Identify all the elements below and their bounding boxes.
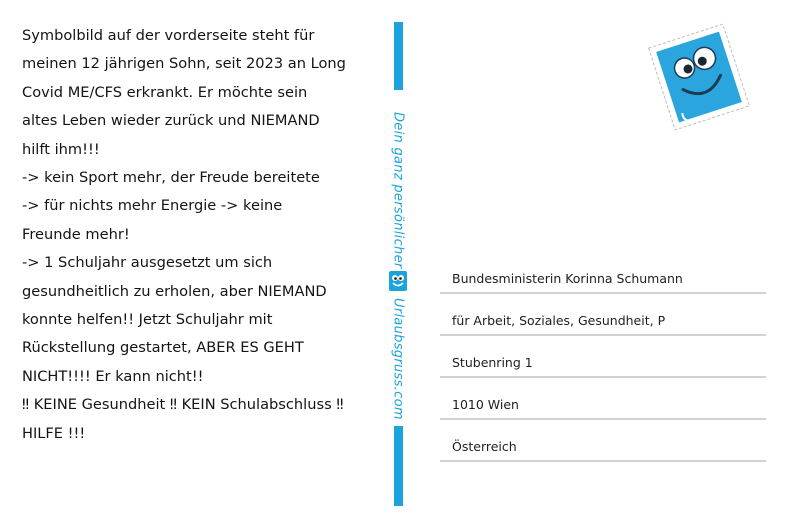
- smiley-stamp-icon: [636, 14, 762, 140]
- smiley-logo-icon: [388, 270, 408, 292]
- divider-text-upper: Dein ganz persönlicher: [390, 112, 406, 269]
- address-line-2: [440, 292, 766, 336]
- address-line-3: [440, 334, 766, 378]
- divider-text-lower: Urlaubsgruss.com: [390, 298, 406, 420]
- address-city: 1010 Wien: [452, 397, 519, 412]
- address-department: für Arbeit, Soziales, Gesundheit, P: [452, 313, 666, 328]
- address-line-5: [440, 418, 766, 462]
- message-text: Symbolbild auf der vorderseite steht für meinen 12 jährigen Sohn, seit 2023 an Long Covid ME/CFS erkrankt. Er möchte sein altes Leben wieder zurück und NIEMAND hilft ihm!!! -> kein Sport mehr, der Freude bereitete -> für nichts mehr Energie -> keine Freunde mehr! -> 1 Schuljahr ausgesetzt um sich gesundheitlich zu erholen, aber NIEMAND konnte helfen!! Jetzt Schuljahr mit Rückstellung gestartet, ABER ES GEHT NICHT!!!! Er kann nicht!! ‼ KEINE Gesundheit ‼ KEIN Schulabschluss ‼ HILFE !!!: [22, 27, 346, 442]
- address-recipient: Bundesministerin Korinna Schumann: [452, 271, 683, 286]
- address-street: Stubenring 1: [452, 355, 533, 370]
- divider-bar-bottom: [394, 426, 403, 506]
- address-line-4: [440, 376, 766, 420]
- address-country: Österreich: [452, 439, 517, 454]
- address-line-1: [440, 250, 766, 294]
- divider-bar-top: [394, 22, 403, 90]
